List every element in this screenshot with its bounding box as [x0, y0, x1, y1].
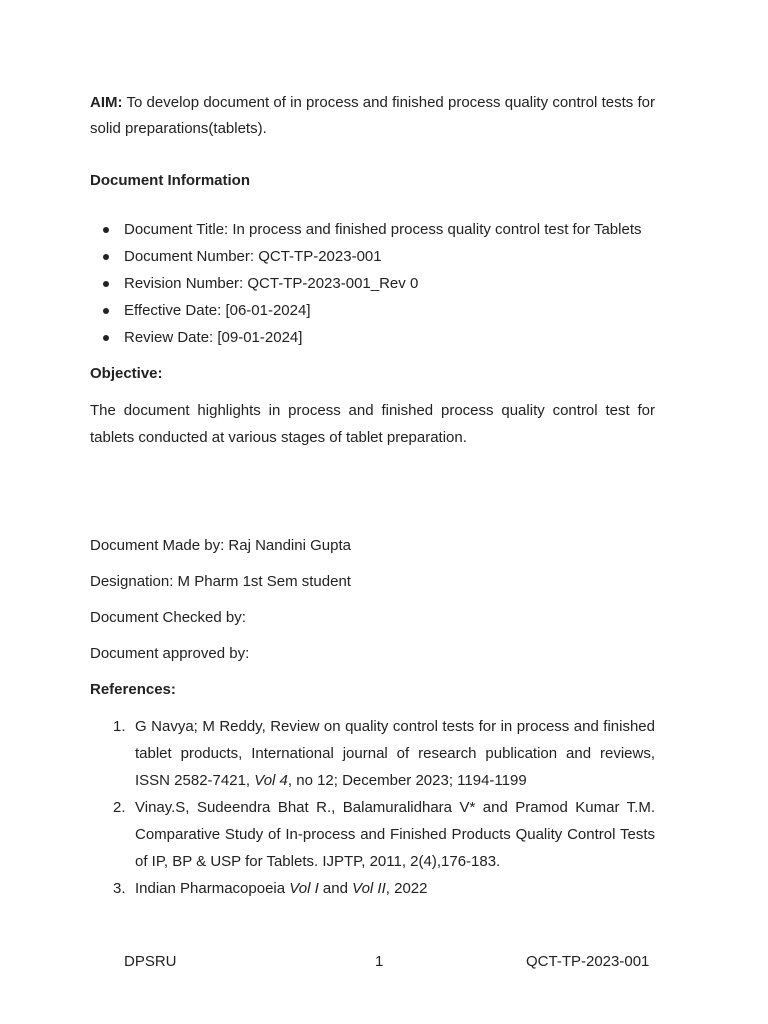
- reference-text: Indian Pharmacopoeia: [135, 880, 290, 897]
- document-information-heading: Document Information: [90, 172, 250, 189]
- page-number: 1: [375, 953, 384, 970]
- reference-volume: Vol I: [289, 880, 319, 897]
- reference-text: and: [318, 880, 353, 897]
- reference-volume: Vol II: [352, 880, 386, 897]
- reference-item: [90, 713, 655, 794]
- reference-number: 2.: [113, 799, 126, 816]
- page-footer: [0, 951, 768, 973]
- reference-volume: Vol 4: [254, 772, 288, 789]
- reference-number: 1.: [113, 718, 126, 735]
- list-item: Document Title: In process and finished process quality control test for Tablets: [90, 216, 655, 243]
- reference-text: , no 12; December 2023; 1194-1199: [287, 772, 527, 789]
- aim-paragraph: [90, 90, 655, 142]
- reference-text: G Navya; M Reddy, Review on quality control tests for in process and finished tablet products, International journal of research publication and reviews, ISSN 2582-7421,: [135, 718, 655, 789]
- checked-by-line: Document Checked by:: [90, 609, 246, 626]
- designation-line: Designation: M Pharm 1st Sem student: [90, 573, 351, 590]
- aim-text: To develop document of in process and finished process quality control tests for solid preparations(tablets).: [90, 94, 655, 137]
- objective-text: The document highlights in process and finished process quality control test for tablets conducted at various stages of tablet preparation.: [90, 402, 655, 446]
- reference-text: , 2022: [385, 880, 428, 897]
- document-body: [90, 90, 655, 902]
- footer-document-number: QCT-TP-2023-001: [526, 953, 650, 970]
- objective-heading: Objective:: [90, 365, 163, 382]
- footer-institution: DPSRU: [124, 953, 177, 970]
- list-item: Review Date: [09-01-2024]: [90, 324, 655, 351]
- approved-by-line: Document approved by:: [90, 645, 250, 662]
- reference-item: [90, 875, 655, 902]
- list-item: Effective Date: [06-01-2024]: [90, 297, 655, 324]
- document-information-list: [90, 216, 655, 351]
- aim-label: AIM:: [90, 94, 123, 111]
- references-heading: References:: [90, 681, 176, 698]
- reference-number: 3.: [113, 880, 126, 897]
- references-list: [90, 713, 655, 902]
- reference-item: [90, 794, 655, 875]
- reference-text: Vinay.S, Sudeendra Bhat R., Balamuralidhara V* and Pramod Kumar T.M. Comparative Study of In-process and Finished Products Quality Control Tests of IP, BP & USP for Tablets. IJPTP, 2011, 2(4),176-183.: [135, 799, 655, 870]
- list-item: Revision Number: QCT-TP-2023-001_Rev 0: [90, 270, 655, 297]
- made-by-line: Document Made by: Raj Nandini Gupta: [90, 537, 351, 554]
- list-item: Document Number: QCT-TP-2023-001: [90, 243, 655, 270]
